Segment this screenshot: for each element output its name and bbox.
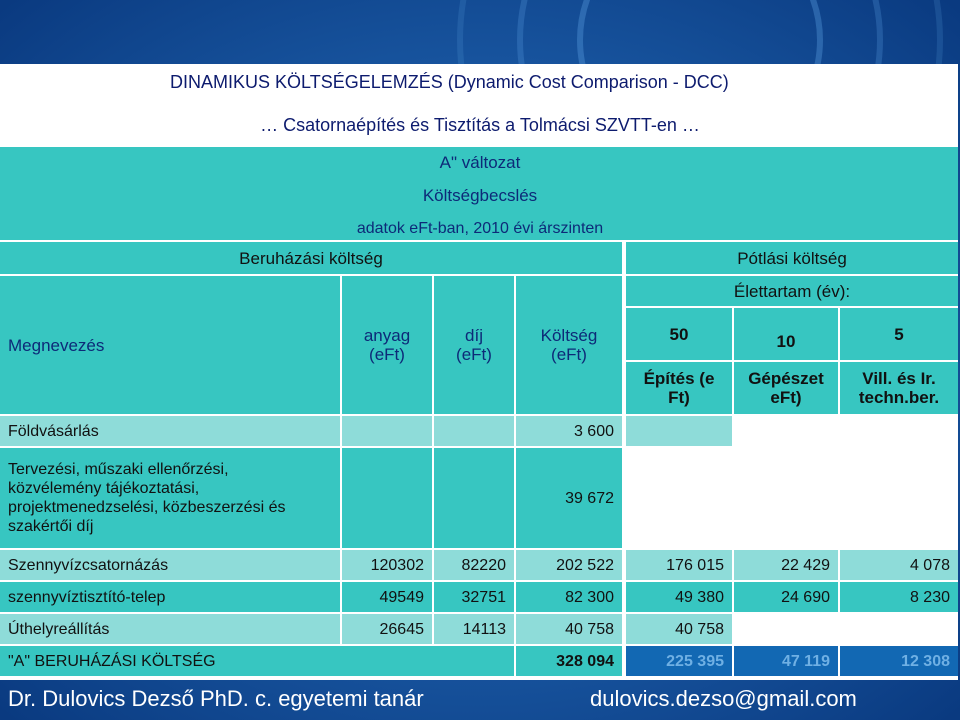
row-construction xyxy=(626,416,732,446)
variant-label: A" változat xyxy=(439,152,521,172)
total-label: "A" BERUHÁZÁSI KÖLTSÉG xyxy=(0,646,514,676)
life-electrical: 5 xyxy=(840,308,958,360)
row-fee xyxy=(434,416,514,446)
life-construction: 50 xyxy=(626,308,732,360)
row-electrical: 4 078 xyxy=(840,550,958,580)
row-name: Földvásárlás xyxy=(0,416,340,446)
col-mechanical-header xyxy=(734,362,838,414)
row-construction: 49 380 xyxy=(626,582,732,612)
row-mechanical: 24 690 xyxy=(734,582,838,612)
row-construction: 176 015 xyxy=(626,550,732,580)
col-name-header: Megnevezés xyxy=(0,276,340,414)
col-mechanical-unit: eFt) xyxy=(770,388,802,407)
total-cost: 328 094 xyxy=(516,646,622,676)
total-mechanical: 47 119 xyxy=(734,646,838,676)
total-electrical: 12 308 xyxy=(840,646,958,676)
row-name: szennyvíztisztító-telep xyxy=(0,582,340,612)
row-cost: 39 672 xyxy=(516,448,622,548)
row-material: 120302 xyxy=(342,550,432,580)
row-material: 26645 xyxy=(342,614,432,644)
footer-email[interactable]: dulovics.dezso@gmail.com xyxy=(590,686,857,711)
row-cost: 202 522 xyxy=(516,550,622,580)
page-subtitle: … Csatornaépítés és Tisztítás a Tolmácsi SZVTT-en … xyxy=(260,115,700,135)
col-construction-header: Építés (e Ft) xyxy=(626,362,732,414)
units-note: adatok eFt-ban, 2010 évi árszinten xyxy=(356,219,604,237)
row-mechanical: 22 429 xyxy=(734,550,838,580)
row-cost: 40 758 xyxy=(516,614,622,644)
estimate-label: Költségbecslés xyxy=(422,185,538,205)
investment-header: Beruházási költség xyxy=(0,242,622,274)
life-mechanical: 10 xyxy=(734,308,838,360)
row-name: Úthelyreállítás xyxy=(0,614,340,644)
col-mechanical-label: Gépészet xyxy=(748,369,824,388)
row-name: Tervezési, műszaki ellenőrzési, közvélemény tájékoztatási, projektmenedzselési, közbeszerzési és szakértői díj xyxy=(0,448,340,548)
col-electrical-header: Vill. és Ir. techn.ber. xyxy=(840,362,958,414)
row-cost: 3 600 xyxy=(516,416,622,446)
row-fee: 14113 xyxy=(434,614,514,644)
row-fee: 32751 xyxy=(434,582,514,612)
row-fee xyxy=(434,448,514,548)
row-name: Szennyvízcsatornázás xyxy=(0,550,340,580)
col-cost-header: Költség (eFt) xyxy=(516,276,622,414)
replacement-header: Pótlási költség xyxy=(626,242,958,274)
row-cost: 82 300 xyxy=(516,582,622,612)
total-construction: 225 395 xyxy=(626,646,732,676)
row-material xyxy=(342,416,432,446)
footer-author: Dr. Dulovics Dezső PhD. c. egyetemi tanár xyxy=(8,686,424,711)
page-title: DINAMIKUS KÖLTSÉGELEMZÉS (Dynamic Cost Comparison - DCC) xyxy=(170,72,729,92)
lifetime-header: Élettartam (év): xyxy=(626,276,958,306)
row-material xyxy=(342,448,432,548)
col-fee-header: díj (eFt) xyxy=(434,276,514,414)
row-fee: 82220 xyxy=(434,550,514,580)
col-material-header: anyag (eFt) xyxy=(342,276,432,414)
row-material: 49549 xyxy=(342,582,432,612)
row-electrical: 8 230 xyxy=(840,582,958,612)
row-construction: 40 758 xyxy=(626,614,732,644)
